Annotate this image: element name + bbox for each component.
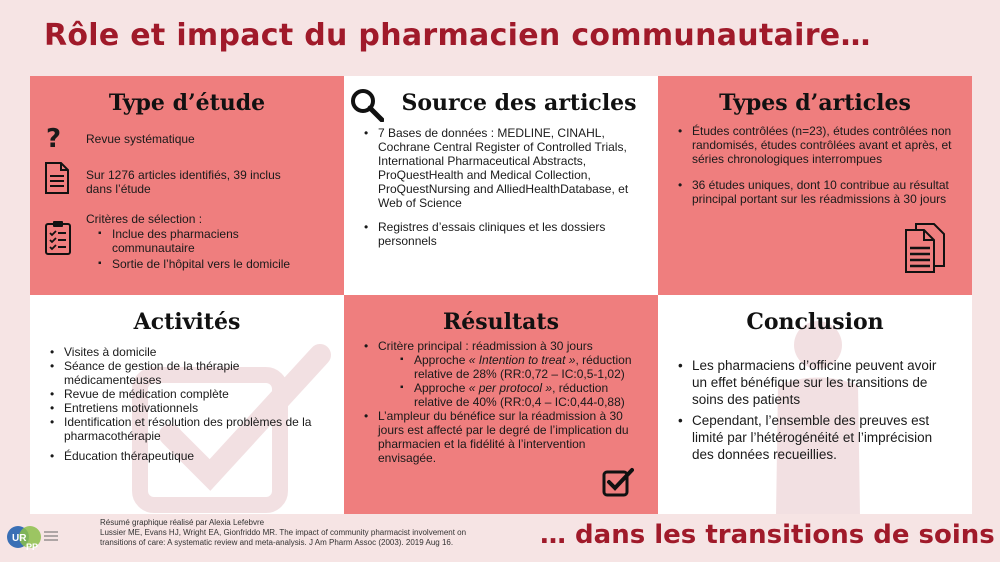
activites-list: [44, 345, 334, 463]
types-articles-item: • Études contrôlées (n=23), études contrôlées non randomisés, études contrôlées avant et après, et séries chronologiques interrompues: [672, 124, 964, 166]
study-type: Revue systématique: [86, 132, 195, 146]
activite-item: • Visites à domicile: [44, 345, 334, 359]
svg-text:UR: UR: [12, 533, 27, 544]
panel-types-articles: [658, 76, 972, 295]
source-heading: Source des articles: [401, 90, 637, 116]
documents-icon: [904, 222, 946, 274]
source-item: • Registres d’essais cliniques et les dossiers personnels: [358, 220, 640, 248]
criteria-label: Critères de sélection :: [86, 212, 203, 226]
approach-prefix: Approche: [414, 381, 469, 395]
approach-itt-detail: , réduction relative de 28% (RR:0,72 – IC:0,5-1,02): [414, 353, 632, 381]
types-articles-heading: Types d’articles: [719, 90, 911, 116]
panel-type-etude: [30, 76, 344, 295]
articles-count: [86, 168, 326, 196]
search-icon: [350, 88, 384, 122]
approach-itt: « Intention to treat »: [468, 353, 576, 367]
clipboard-icon: [44, 220, 72, 256]
resultat-item: • L’ampleur du bénéfice sur la réadmission à 30 jours est affecté par le degré de l’implication du pharmacien et la fidélité à l’intervention envisagée.: [358, 409, 638, 465]
articles-count-line1: Sur 1276 articles identifiés, 39 inclus: [86, 168, 281, 182]
source-item: • 7 Bases de données : MEDLINE, CINAHL, Cochrane Central Register of Controlled Trials, International Pharmaceutical Abstracts, ProQuestHealth and Medical Collection, ProQuestNursing and AlliedHealthDatabase, et Web of Science: [358, 126, 640, 210]
conclusion-item: • Cependant, l’ensemble des preuves est limité par l’hétérogénéité et l’imprécision des données recueillies.: [672, 412, 952, 463]
panel-conclusion: [658, 295, 972, 514]
resultats-sublist: [394, 353, 644, 409]
panel-activites: [30, 295, 344, 514]
approach-pp: « per protocol »: [468, 381, 553, 395]
resultat-subitem: [394, 381, 644, 409]
activite-item: • Entretiens motivationnels: [44, 401, 334, 415]
credit-reference: Lussier ME, Evans HJ, Wright EA, Gionfriddo MR. The impact of community pharmacist involvement on transitions of care: A systematic review and meta-analysis. J Am Pharm Assoc (2003). 2019 Aug 16.: [100, 528, 467, 547]
types-articles-item: • 36 études uniques, dont 10 contribue au résultat principal portant sur les réadmissions à 30 jours: [672, 178, 964, 206]
panel-resultats: [344, 295, 658, 514]
criteria-item: ▪ Sortie de l’hôpital vers le domicile: [92, 257, 336, 271]
activite-item: • Éducation thérapeutique: [44, 449, 334, 463]
type-etude-heading: Type d’étude: [108, 90, 266, 116]
resultats-list-2: [358, 409, 638, 465]
resultats-list: [358, 339, 644, 353]
criteria-list: [92, 227, 336, 271]
conclusion-list: [672, 357, 952, 463]
panel-source: [344, 76, 658, 295]
footer-credit: [100, 518, 500, 548]
resultats-heading: Résultats: [443, 309, 559, 335]
approach-prefix: Approche: [414, 353, 469, 367]
question-icon: ?: [46, 124, 62, 154]
svg-text:PP: PP: [26, 542, 39, 552]
activite-item: • Revue de médication complète: [44, 387, 334, 401]
criteria-item: ▪ Inclue des pharmaciens communautaire: [92, 227, 262, 255]
approach-pp-detail: , réduction relative de 40% (RR:0,4 – IC:0,44-0,88): [414, 381, 625, 409]
resultat-item: • Critère principal : réadmission à 30 jours: [358, 339, 644, 353]
selection-criteria: [86, 212, 336, 271]
checkbox-icon: [602, 467, 634, 497]
content-grid: [30, 76, 972, 514]
document-icon: [44, 162, 70, 194]
conclusion-item: • Les pharmaciens d’officine peuvent avoir un effet bénéfique sur les transitions de soins des patients: [672, 357, 952, 408]
activite-item: • Séance de gestion de la thérapie médicamenteuses: [44, 359, 334, 387]
credit-author: Résumé graphique réalisé par Alexia Lefebvre: [100, 518, 265, 527]
resultat-subitem: [394, 353, 644, 381]
types-articles-list: [672, 124, 964, 206]
activite-item: • Identification et résolution des problèmes de la pharmacothérapie: [44, 415, 334, 443]
urpp-logo: [6, 520, 60, 554]
conclusion-heading: Conclusion: [746, 309, 884, 335]
activites-heading: Activités: [133, 309, 241, 335]
articles-count-line2: dans l’étude: [86, 182, 151, 196]
page-title: Rôle et impact du pharmacien communautaire…: [44, 18, 871, 53]
source-list: [358, 126, 640, 248]
footer-tagline: … dans les transitions de soins: [540, 520, 995, 550]
